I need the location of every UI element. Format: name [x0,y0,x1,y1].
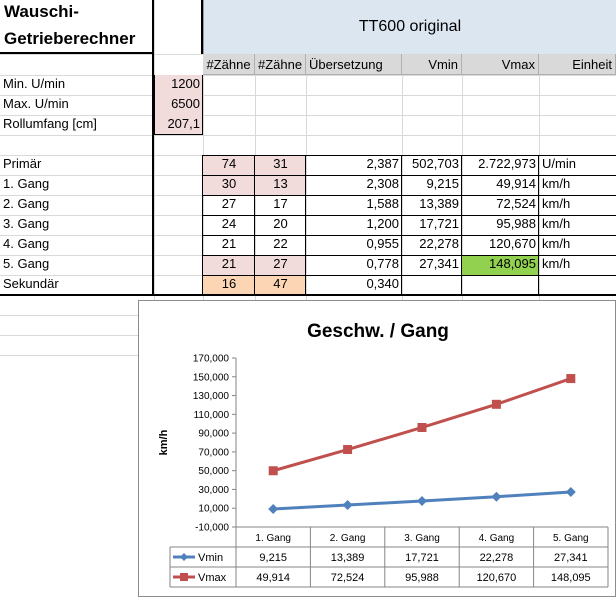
teeth-2[interactable]: 13 [255,175,306,195]
unit[interactable]: km/h [542,176,571,191]
row-label[interactable]: 3. Gang [3,216,50,231]
y-tick-label: 170,000 [192,353,229,365]
unit[interactable]: km/h [542,256,571,271]
teeth-2[interactable]: 20 [273,216,288,231]
teeth-2[interactable]: 27 [255,255,306,275]
teeth-1[interactable]: 27 [221,196,237,211]
unit[interactable]: km/h [542,196,571,211]
table-value: 27,341 [553,552,588,564]
title-line-2: Getrieberechner [4,29,136,48]
data-point-vmin [343,500,353,510]
table-value: 120,670 [476,572,517,584]
data-point-vmax [492,400,501,409]
ratio[interactable]: 0,778 [366,256,399,271]
y-tick-label: 90,000 [198,428,229,440]
y-tick-label: -10,000 [195,522,229,534]
vmax[interactable]: 72,524 [496,196,536,211]
teeth-2[interactable]: 22 [273,236,288,251]
y-tick-label: 10,000 [198,503,229,515]
teeth-1[interactable]: 21 [203,255,255,275]
table-value: 9,215 [259,552,287,564]
y-tick-label: 110,000 [193,409,229,421]
table-value: 17,721 [405,552,439,564]
row-label[interactable]: 5. Gang [3,256,50,271]
vmax[interactable]: 2.722,973 [478,156,536,171]
banner-title[interactable]: TT600 original [203,0,616,54]
vmin[interactable]: 27,341 [419,256,459,271]
table-value: 72,524 [330,572,365,584]
teeth-1[interactable]: 24 [221,216,237,231]
teeth-1[interactable]: 16 [203,275,255,295]
vmin[interactable]: 9,215 [426,176,459,191]
y-tick-label: 130,000 [192,391,229,403]
x-tick-label: 4. Gang [478,533,515,544]
data-point-vmax [343,445,352,454]
ratio[interactable]: 2,387 [366,156,399,171]
ratio[interactable]: 0,340 [366,276,399,291]
vmax[interactable]: 95,988 [496,216,536,231]
ratio[interactable]: 1,200 [366,216,399,231]
teeth-1[interactable]: 74 [203,155,255,175]
y-tick-label: 30,000 [198,484,229,496]
ratio[interactable]: 0,955 [366,236,399,251]
row-label[interactable]: Sekundär [3,276,59,291]
title-line-1: Wauschi- [4,2,79,21]
legend-key-marker [180,553,188,561]
unit[interactable]: U/min [542,156,576,171]
vmin[interactable]: 502,703 [412,156,459,171]
column-header[interactable]: #Zähne [255,54,306,75]
table-value: 95,988 [405,572,439,584]
legend-label: Vmin [198,552,224,564]
chart-svg [139,301,616,598]
vmax[interactable]: 49,914 [496,176,536,191]
vmin[interactable]: 17,721 [419,216,459,231]
column-header[interactable]: Vmin [402,54,462,75]
chart-title: Geschw. / Gang [307,321,449,342]
table-value: 13,389 [330,552,365,564]
legend-key-marker [180,573,188,581]
vmax[interactable]: 148,095 [462,255,539,275]
y-tick-label: 50,000 [198,466,229,478]
y-tick-label: 70,000 [198,447,229,459]
data-point-vmin [491,492,501,502]
row-label[interactable]: Primär [3,156,42,171]
teeth-2[interactable]: 47 [255,275,306,295]
teeth-2[interactable]: 31 [255,155,306,175]
teeth-1[interactable]: 21 [221,236,237,251]
x-tick-label: 5. Gang [553,533,589,544]
y-axis-label: km/h [158,429,170,456]
input-label[interactable]: Rollumfang [cm] [3,116,97,131]
table-value: 148,095 [550,572,591,584]
data-point-vmax [418,423,427,432]
table-value: 22,278 [479,552,514,564]
x-tick-label: 3. Gang [404,533,440,544]
x-tick-label: 1. Gang [255,533,291,544]
unit[interactable]: km/h [542,236,571,251]
column-header[interactable]: Einheit [539,54,616,75]
column-header[interactable]: Übersetzung [306,54,402,75]
vmax[interactable]: 120,670 [489,236,536,251]
column-header[interactable]: #Zähne [203,54,255,75]
speed-per-gear-chart[interactable] [138,300,616,597]
column-header[interactable]: Vmax [462,54,539,75]
input-value[interactable]: 207,1 [154,115,203,135]
ratio[interactable]: 2,308 [366,176,399,191]
teeth-2[interactable]: 17 [273,196,288,211]
row-label[interactable]: 1. Gang [3,176,50,191]
y-tick-label: 150,000 [192,372,229,384]
data-point-vmin [268,504,278,514]
vmin[interactable]: 13,389 [419,196,459,211]
input-label[interactable]: Max. U/min [3,96,69,111]
data-point-vmax [269,466,278,475]
vmin[interactable]: 22,278 [419,236,459,251]
ratio[interactable]: 1,588 [366,196,399,211]
teeth-1[interactable]: 30 [203,175,255,195]
row-label[interactable]: 2. Gang [3,196,50,211]
table-value: 49,914 [256,572,291,584]
data-point-vmax [566,374,575,383]
data-point-vmin [417,496,427,506]
input-label[interactable]: Min. U/min [3,76,66,91]
input-value[interactable]: 1200 [154,75,203,95]
input-value[interactable]: 6500 [154,95,203,115]
data-point-vmin [566,487,576,497]
row-label[interactable]: 4. Gang [3,236,50,251]
unit[interactable]: km/h [542,216,571,231]
x-tick-label: 2. Gang [329,533,366,544]
legend-label: Vmax [198,572,227,584]
